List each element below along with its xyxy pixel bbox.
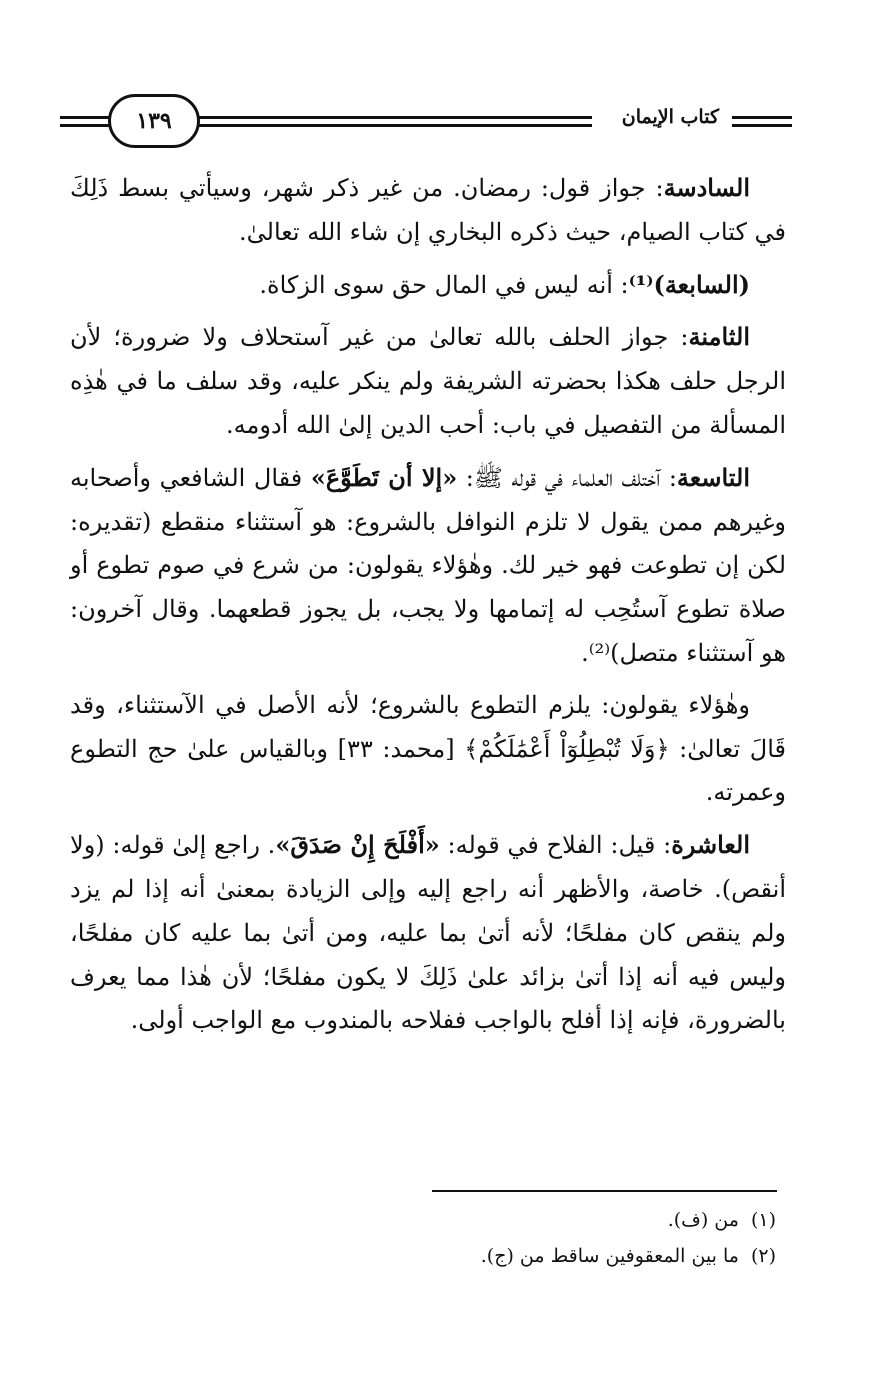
paragraph-body-intro: : قيل: الفلاح في قوله:: [439, 831, 672, 860]
paragraph-label: العاشرة: [671, 830, 750, 860]
header-rule-left-top: [60, 116, 115, 119]
footnote-item: [60, 1238, 776, 1274]
running-title: كتاب الإيمان: [614, 104, 727, 130]
paragraph-body: فقال الشافعي وأصحابه وغيرهم ممن يقول لا تلزم النوافل بالشروع: هو آستثناء منقطع (تقديره: لكن إن تطوعت فهو خير لك. وهٰؤلاء يقولون: من شرع في صوم تطوع أو صلاة تطوع آستُحِب له إتمامها ولا يجب، بل يجوز قطعهما. وقال آخرون: هو آستثناء متصل)⁽²⁾.: [70, 463, 786, 667]
paragraph-sixth: [70, 166, 786, 255]
header-rule-middle-top: [190, 116, 592, 119]
footnote-text: ما بين المعقوفين ساقط من (ج).: [480, 1245, 739, 1267]
header-rule-left-bottom: [60, 124, 115, 127]
footnote-number: (١): [750, 1209, 776, 1231]
footnote-number: (٢): [750, 1245, 776, 1267]
paragraph-body: : جواز قول: رمضان. من غير ذكر شهر، وسيأتي بسط ذَلِكَ في كتاب الصيام، حيث ذكره البخاري إن شاء الله تعالىٰ.: [70, 174, 786, 246]
header-rule-middle-bottom: [190, 124, 592, 127]
paragraph-continuation: [70, 684, 786, 815]
paragraph-body: وهٰؤلاء يقولون: يلزم التطوع بالشروع؛ لأنه الأصل في الآستثناء، وقد قَالَ تعالىٰ: ﴿وَلَا تُبْطِلُوٓاْ أَعْمَٰلَكُمْ﴾ [محمد: ٣٣] وبالقياس علىٰ حج التطوع وعمرته.: [70, 690, 786, 807]
paragraph-label: (السابعة)⁽¹⁾: [628, 269, 750, 299]
main-text: [70, 166, 786, 1051]
paragraph-seventh: [70, 263, 786, 308]
header-rule-right-bottom: [732, 124, 792, 127]
paragraph-label: الثامنة: [688, 322, 750, 352]
page-number: ١٣٩: [108, 94, 200, 148]
paragraph-label: التاسعة: [676, 462, 751, 492]
header-rule-right-top: [732, 116, 792, 119]
paragraph-body-intro: : آختلف العلماء في قوله ﷺ:: [457, 463, 677, 492]
hadith-quote: «إلا أن تَطَوَّعَ»: [310, 462, 458, 492]
paragraph-body: . راجع إلىٰ قوله: (ولا أنقص). خاصة، والأظهر أنه راجع إليه وإلى الزيادة بمعنىٰ أنه إذا لم يزد ولم ينقص كان مفلحًا؛ لأنه أتىٰ بما عليه، ومن أتىٰ بما عليه كان مفلحًا، وليس فيه أنه إذا أتىٰ بزائد علىٰ ذَلِكَ لا يكون مفلحًا؛ لأن هٰذا مما يعرف بالضرورة، فإنه إذا أفلح بالواجب ففلاحه بالمندوب مع الواجب أولى.: [70, 831, 786, 1035]
footnote-separator: [432, 1190, 777, 1192]
paragraph-eighth: [70, 315, 786, 447]
footnotes: [60, 1202, 776, 1274]
footnote-text: من (ف).: [667, 1209, 739, 1231]
page-header: [60, 88, 792, 166]
paragraph-label: السادسة: [663, 173, 750, 202]
hadith-quote: «أَفْلَحَ إِنْ صَدَقَ»: [275, 830, 440, 860]
paragraph-tenth: [70, 823, 786, 1043]
paragraph-ninth: [70, 456, 786, 676]
paragraph-body: : أنه ليس في المال حق سوى الزكاة.: [259, 270, 629, 299]
paragraph-body: : جواز الحلف بالله تعالىٰ من غير آستحلاف ولا ضرورة؛ لأن الرجل حلف هكذا بحضرته الشريفة ولم ينكر عليه، وقد سلف ما في هٰذِه المسألة من التفصيل في باب: أحب الدين إلىٰ الله أدومه.: [70, 323, 786, 439]
footnote-item: [60, 1202, 776, 1238]
